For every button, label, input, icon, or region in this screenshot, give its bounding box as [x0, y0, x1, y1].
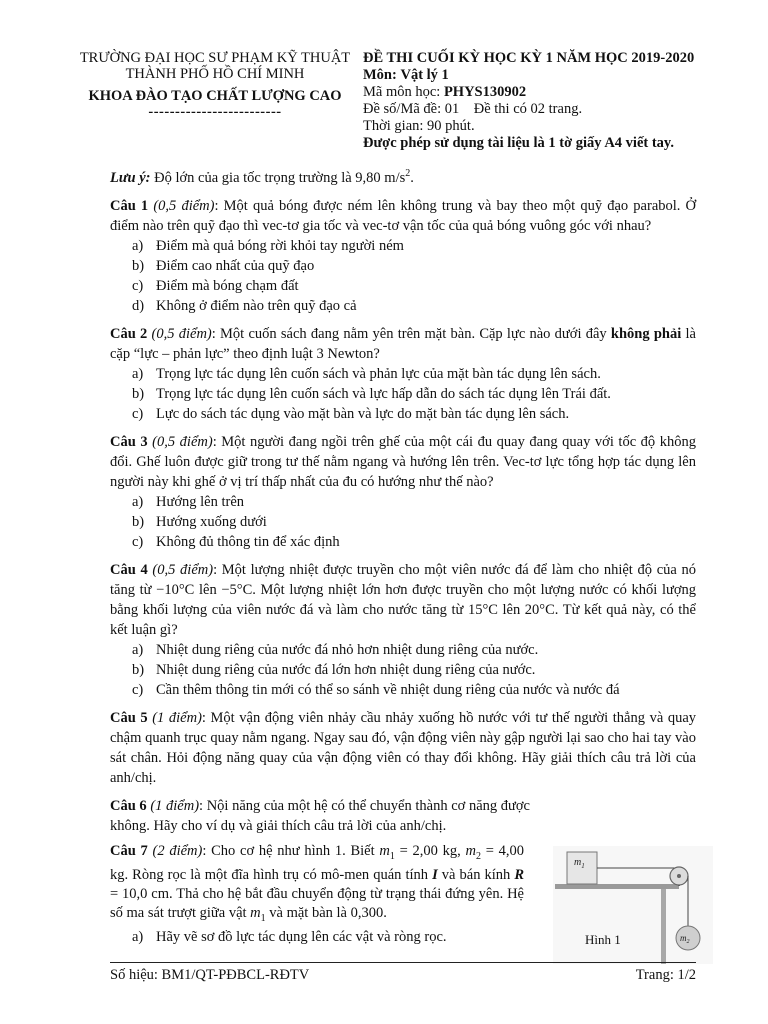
- question-text: : Một cuốn sách đang nằm yên trên mặt bàn. Cặp lực nào dưới đây: [211, 325, 611, 342]
- subject-value: Vật lý 1: [400, 67, 449, 83]
- q7-m1b: m: [250, 904, 261, 921]
- option-text: Cần thêm thông tin mới có thể so sánh về nhiệt dung riêng của nước và nước đá: [156, 681, 620, 698]
- option-text: Trọng lực tác dụng lên cuốn sách và lực hấp dẫn do sách tác dụng lên Trái đất.: [156, 385, 611, 402]
- pulley-axle: [677, 874, 681, 878]
- note-label: Lưu ý:: [110, 169, 151, 186]
- question-1-options: [110, 236, 696, 316]
- option-label: a): [132, 365, 144, 382]
- question-number: Câu 6: [110, 797, 147, 814]
- option: [110, 512, 696, 532]
- option-text: Điểm mà bóng chạm đất: [156, 277, 299, 294]
- school-name: TRƯỜNG ĐẠI HỌC SƯ PHẠM KỸ THUẬT: [79, 50, 351, 66]
- note-text: Độ lớn của gia tốc trọng trường là 9,80 m/s: [154, 169, 406, 186]
- option-label: b): [132, 513, 145, 530]
- code-label: Mã môn học:: [363, 84, 441, 100]
- option-label: c): [132, 277, 144, 294]
- question-2: [110, 324, 696, 364]
- q7-m2: m: [465, 842, 476, 859]
- option-label: a): [132, 493, 144, 510]
- note: [110, 164, 696, 188]
- exam-title: ĐỀ THI CUỐI KỲ HỌC KỲ 1 NĂM HỌC 2019-2020: [363, 50, 695, 66]
- option-label: d): [132, 297, 145, 314]
- mass-m2-symbol: m: [680, 933, 687, 943]
- option: [110, 532, 696, 552]
- school-city: THÀNH PHỐ HỒ CHÍ MINH: [125, 66, 305, 82]
- question-6: [110, 796, 530, 836]
- question-number: Câu 1: [110, 197, 149, 214]
- exam-time: Thời gian: 90 phút.: [363, 118, 475, 134]
- question-points: (0,5 điểm): [152, 561, 214, 578]
- option-text: Nhiệt dung riêng của nước đá lớn hơn nhiệt dung riêng của nước.: [156, 661, 536, 678]
- figure-1: [553, 846, 713, 964]
- question-points: (2 điểm): [152, 842, 203, 859]
- option: [110, 492, 696, 512]
- option: [110, 256, 696, 276]
- q7-text-4: và bán kính: [437, 866, 515, 883]
- table-leg: [661, 889, 666, 964]
- header-left: [75, 50, 355, 120]
- option-text: Không đủ thông tin để xác định: [156, 533, 340, 550]
- code-value: PHYS130902: [443, 84, 527, 100]
- q7-m1: m: [379, 842, 390, 859]
- question-number: Câu 3: [110, 433, 148, 450]
- q7-radius: R: [514, 866, 524, 883]
- option-label: a): [132, 928, 144, 945]
- question-text: : Một lượng nhiệt được truyền cho một viên nước đá để làm cho nhiệt độ của nó tăng từ −10°C lên −5°C. Một lượng nhiệt lớn hơn được truyền cho một lượng nước có khối lượng bằng khối lượng của viên nước đá và làm cho nước tăng từ 15°C lên 20°C. Từ kết quả này, có thể kết luận gì?: [110, 561, 696, 638]
- q7-inertia: I: [432, 866, 438, 883]
- question-points: (1 điểm): [152, 709, 202, 726]
- table-top: [555, 884, 679, 889]
- question-points: (0,5 điểm): [151, 325, 212, 342]
- header-divider: -------------------------: [148, 104, 282, 120]
- question-text: : Nội năng của một hệ có thể chuyển thành cơ năng được không. Hãy cho ví dụ và giải thích câu trả lời của anh/chị.: [110, 797, 530, 834]
- option: [110, 680, 696, 700]
- option-text: Hướng xuống dưới: [156, 513, 267, 530]
- option-label: a): [132, 237, 144, 254]
- question-points: (1 điểm): [150, 797, 200, 814]
- question-text-end: là cặp “lực – phản lực” theo định luật 3 Newton?: [110, 325, 696, 362]
- question-2-options: [110, 364, 696, 424]
- question-emphasis: không phải: [610, 325, 682, 342]
- question-7-options: [110, 928, 524, 947]
- question-5: [110, 708, 696, 788]
- q7-text-3: = 4,00 kg. Ròng rọc là một đĩa hình trụ có mô-men quán tính: [110, 842, 525, 883]
- document-code: Số hiệu: BM1/QT-PĐBCL-RĐTV: [110, 967, 310, 983]
- subject-line: [363, 67, 743, 84]
- q7-text-2: = 2,00 kg,: [394, 842, 466, 859]
- question-4-options: [110, 640, 696, 700]
- q7-text-6: và mặt bàn là 0,300.: [265, 904, 387, 921]
- question-number: Câu 4: [110, 561, 148, 578]
- exam-number-line: [363, 101, 743, 118]
- option-text: Trọng lực tác dụng lên cuốn sách và phản lực của mặt bàn tác dụng lên sách.: [156, 365, 601, 382]
- question-points: (0,5 điểm): [152, 433, 213, 450]
- question-number: Câu 7: [110, 842, 148, 859]
- option: [110, 384, 696, 404]
- question-3: [110, 432, 696, 492]
- footer: [110, 962, 696, 984]
- option: [110, 236, 696, 256]
- q7-m1b-sub: 1: [260, 912, 266, 924]
- allowed-materials: Được phép sử dụng tài liệu là 1 tờ giấy A4 viết tay.: [363, 135, 674, 151]
- page-count: Đề thi có 02 trang.: [473, 101, 583, 117]
- q7-text-5: = 10,0 cm. Thả cho hệ bắt đầu chuyển động từ trạng thái đứng yên. Hệ số ma sát trượt giữa vật: [110, 885, 524, 921]
- question-number: Câu 2: [110, 325, 148, 342]
- option: [110, 276, 696, 296]
- question-7: [110, 842, 524, 928]
- header-right: [363, 50, 743, 152]
- option-text: Điểm cao nhất của quỹ đạo: [156, 257, 315, 274]
- option-label: c): [132, 533, 144, 550]
- option-text: Điểm mà quả bóng rời khỏi tay người ném: [156, 237, 404, 254]
- figure-caption: Hình 1: [585, 932, 621, 947]
- question-1: [110, 196, 696, 236]
- question-text: : Một vận động viên nhảy cầu nhảy xuống hồ nước với tư thế người thẳng và quay chậm quanh trục quay nằm ngang. Ngay sau đó, vận động viên này gập người lại sao cho hai tay vào sát chân. Hỏi động năng quay của vận động viên có thay đổi không. Hãy giải thích câu trả lời của anh/chị.: [110, 709, 697, 786]
- option-label: b): [132, 661, 145, 678]
- page-number: Trang: 1/2: [635, 967, 696, 983]
- mass-m2-sub: 2: [686, 939, 690, 945]
- exam-number: Đề số/Mã đề: 01: [363, 101, 460, 117]
- option-label: c): [132, 681, 144, 698]
- option-text: Không ở điểm nào trên quỹ đạo cả: [156, 297, 357, 314]
- option: [110, 404, 696, 424]
- block-m1-symbol: m: [574, 857, 582, 868]
- note-end: .: [410, 169, 414, 186]
- course-code-line: [363, 84, 743, 101]
- question-number: Câu 5: [110, 709, 148, 726]
- option-text: Nhiệt dung riêng của nước đá nhỏ hơn nhiệt dung riêng của nước.: [156, 641, 539, 658]
- question-text: : Một quả bóng được ném lên không trung và bay theo một quỹ đạo parabol. Ở điểm nào trên quỹ đạo thì vec-tơ gia tốc và vec-tơ vận tốc của quả bóng vuông góc với nhau?: [110, 197, 697, 234]
- option-label: a): [132, 641, 144, 658]
- option: [110, 364, 696, 384]
- subject-label: Môn:: [363, 67, 397, 83]
- option: [110, 296, 696, 316]
- question-text: : Một người đang ngồi trên ghế của một cái đu quay đang quay với tốc độ không đổi. Ghế luôn được giữ trong tư thế nằm ngang và hướng lên trên. Vec-tơ lực tổng hợp tác dụng lên người này khi ghế ở vị trí thấp nhất của đu có hướng như thế nào?: [110, 433, 696, 490]
- note-sup: 2: [405, 168, 411, 179]
- question-4: [110, 560, 696, 640]
- option-label: b): [132, 385, 145, 402]
- option-label: c): [132, 405, 144, 422]
- block-m1-sub: 1: [581, 862, 585, 870]
- q7-m2-sub: 2: [475, 850, 481, 862]
- option-label: b): [132, 257, 145, 274]
- question-3-options: [110, 492, 696, 552]
- option: [110, 928, 524, 947]
- option-text: Lực do sách tác dụng vào mặt bàn và lực do mặt bàn tác dụng lên sách.: [156, 405, 570, 422]
- q7-m1-sub: 1: [389, 850, 395, 862]
- q7-text-1: : Cho cơ hệ như hình 1. Biết: [202, 842, 380, 859]
- question-points: (0,5 điểm): [153, 197, 215, 214]
- option-text: Hãy vẽ sơ đồ lực tác dụng lên các vật và ròng rọc.: [156, 928, 447, 945]
- option-text: Hướng lên trên: [156, 493, 245, 510]
- option: [110, 640, 696, 660]
- exam-body: [110, 164, 696, 955]
- option: [110, 660, 696, 680]
- faculty-name: KHOA ĐÀO TẠO CHẤT LƯỢNG CAO: [88, 88, 342, 104]
